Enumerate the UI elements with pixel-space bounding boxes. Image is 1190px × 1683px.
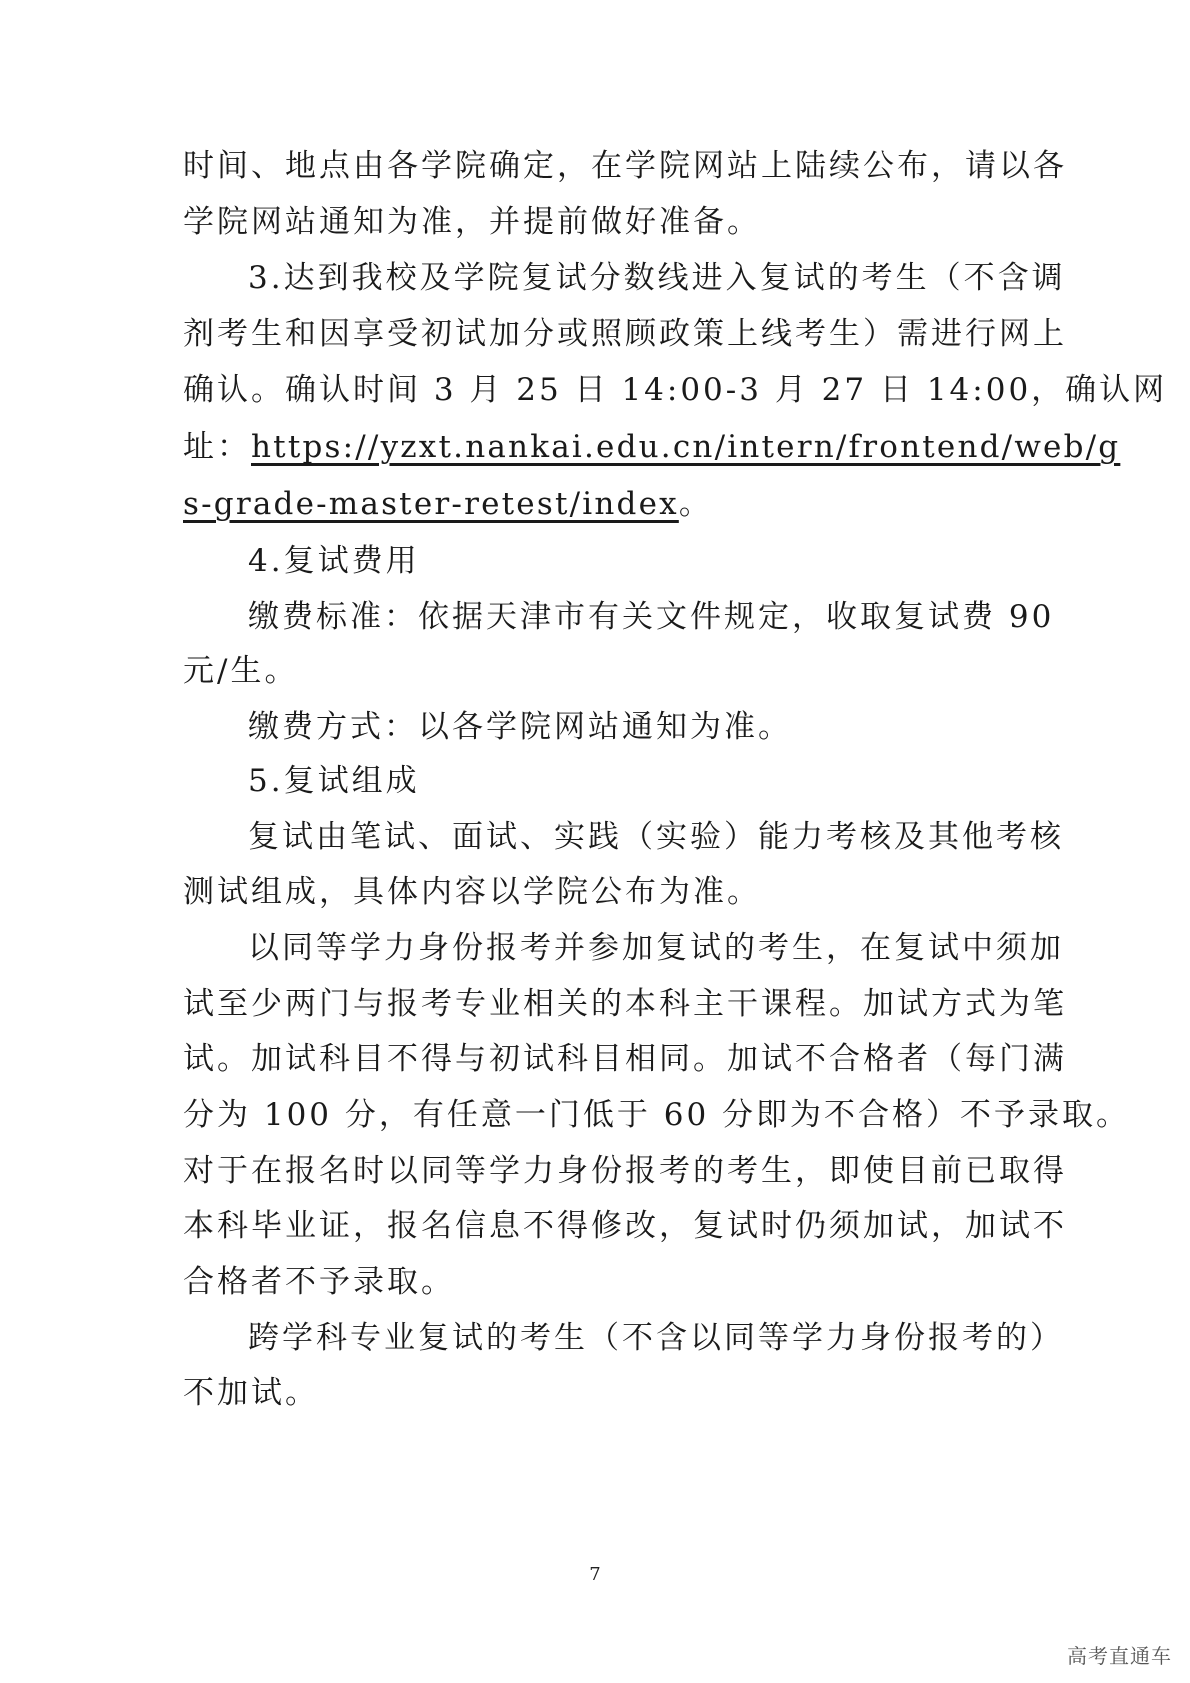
text-line: 不加试。 <box>183 1375 319 1411</box>
text-line: 分为 100 分，有任意一门低于 60 分即为不合格）不予录取。 <box>183 1097 1131 1133</box>
text-line: 跨学科专业复试的考生（不含以同等学力身份报考的） <box>248 1320 1064 1356</box>
text-line <box>183 484 1013 524</box>
text-line: 复试由笔试、面试、实践（实验）能力考核及其他考核 <box>248 819 1064 855</box>
text-line: 以同等学力身份报考并参加复试的考生，在复试中须加 <box>248 930 1064 966</box>
text-line: 试。加试科目不得与初试科目相同。加试不合格者（每门满 <box>183 1041 1067 1077</box>
text-line: 本科毕业证，报名信息不得修改，复试时仍须加试，加试不 <box>183 1208 1067 1244</box>
text-line: 时间、地点由各学院确定，在学院网站上陆续公布，请以各 <box>183 148 1067 184</box>
text-line: 合格者不予录取。 <box>183 1264 455 1300</box>
period: 。 <box>678 486 713 522</box>
text-line: 剂考生和因享受初试加分或照顾政策上线考生）需进行网上 <box>183 316 1067 352</box>
text-line: 试至少两门与报考专业相关的本科主干课程。加试方式为笔 <box>183 986 1067 1022</box>
text-line <box>183 427 1121 467</box>
page-number: 7 <box>589 1564 601 1585</box>
retest-url-link[interactable]: https://yzxt.nankai.edu.cn/intern/frontend/web/g <box>251 429 1121 465</box>
text-line: 对于在报名时以同等学力身份报考的考生，即使目前已取得 <box>183 1153 1067 1189</box>
text-line: 缴费标准：依据天津市有关文件规定，收取复试费 90 <box>248 599 1055 635</box>
url-prefix: 址： <box>183 429 251 465</box>
text-line: 学院网站通知为准，并提前做好准备。 <box>183 204 761 240</box>
text-line: 3.达到我校及学院复试分数线进入复试的考生（不含调 <box>248 260 1066 296</box>
text-line: 元/生。 <box>183 653 299 689</box>
text-line: 缴费方式：以各学院网站通知为准。 <box>248 709 792 745</box>
text-line: 测试组成，具体内容以学院公布为准。 <box>183 874 761 910</box>
text-line: 确认。确认时间 3 月 25 日 14:00-3 月 27 日 14:00，确认网 <box>183 372 1168 408</box>
watermark: 高考直通车 <box>1067 1644 1172 1668</box>
section-heading: 4.复试费用 <box>248 543 420 579</box>
section-heading: 5.复试组成 <box>248 763 420 799</box>
retest-url-link-cont[interactable]: s-grade-master-retest/index <box>183 486 679 522</box>
